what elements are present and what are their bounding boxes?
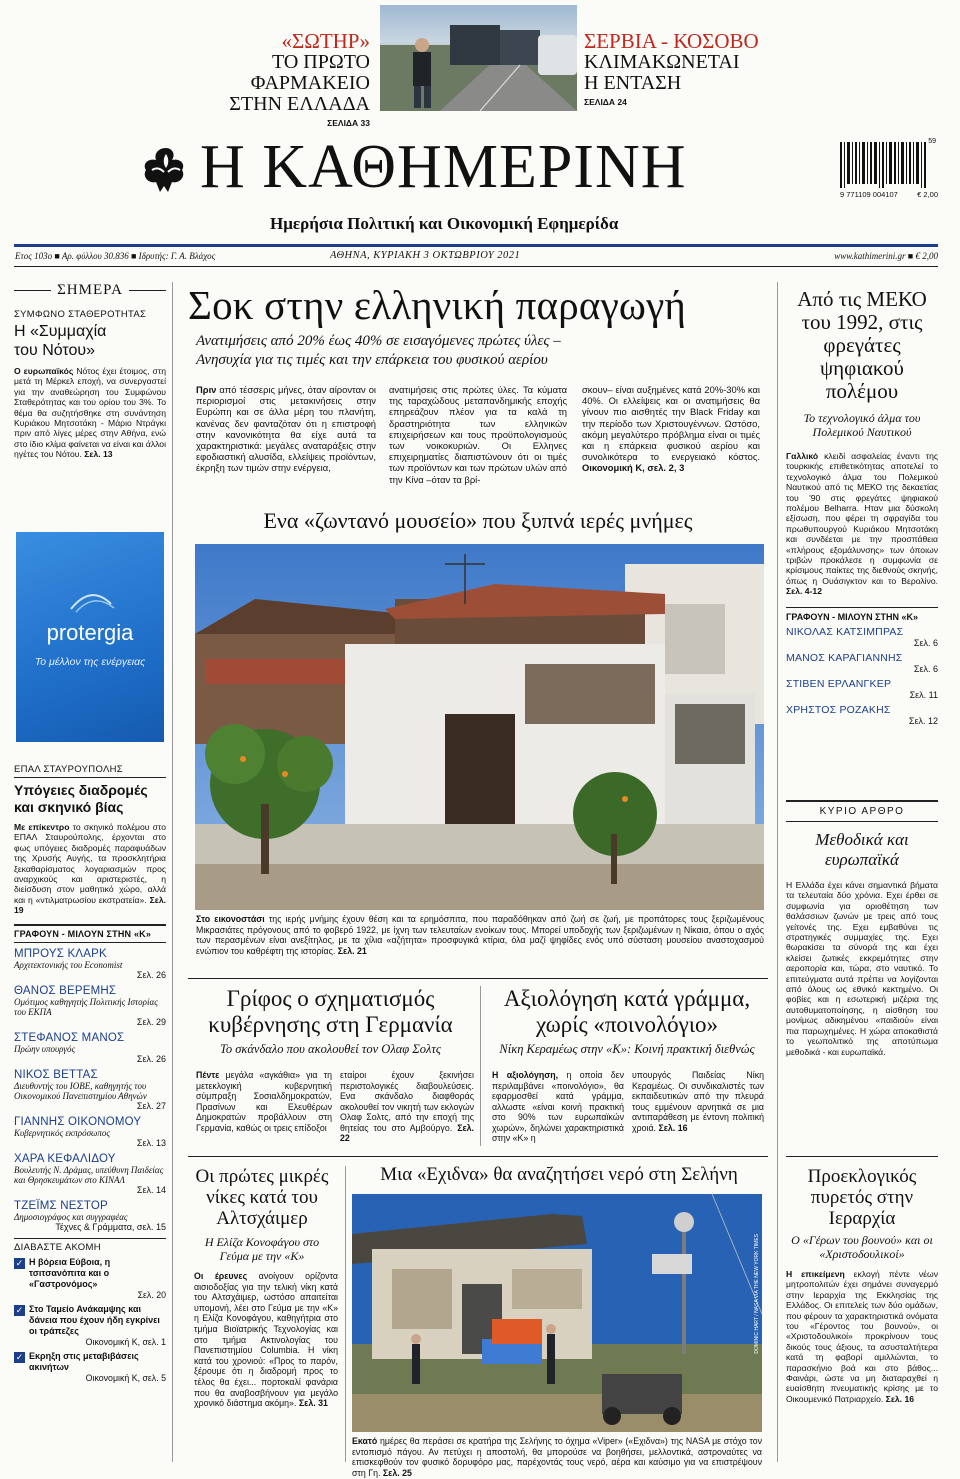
teaser-right-line1: ΚΛΙΜΑΚΩΝΕΤΑΙ bbox=[584, 51, 740, 73]
story2-kicker: ΕΠΑΛ ΣΤΑΥΡΟΥΠΟΛΗΣ bbox=[14, 764, 123, 775]
left-writer-item[interactable] bbox=[14, 1032, 166, 1064]
right-writers-list bbox=[786, 626, 938, 726]
lower-rule bbox=[188, 1156, 768, 1157]
writer-name: ΘΑΝΟΣ ΒΕΡΕΜΗΣ bbox=[14, 984, 117, 997]
germany-grading-divider bbox=[480, 986, 481, 1146]
alzheimer-deck: Η Ελίζα Κονοφάγου στο Γεύμα με την «Κ» bbox=[204, 1235, 320, 1263]
alzheimer-divider bbox=[345, 1166, 346, 1462]
writer-page: Σελ. 26 bbox=[136, 969, 166, 980]
left-writer-item[interactable] bbox=[14, 985, 166, 1027]
writer-role: Αρχιτεκτονικής του Economist bbox=[14, 959, 123, 970]
germany-col-1: Πέντε μεγάλα «αγκάθια» για τη μετεκλογική κυβερνητική σύμπραξη Σοσιαλδημοκρατών, Πρασίνων και Ελευθέρων Δημοκρατών προβάλλουν στη Γερμανία, καθώς οι τρεις επίδοξοι bbox=[196, 1070, 332, 1133]
story2-title[interactable]: Υπόγειες διαδρομές και σκηνικό βίας bbox=[14, 782, 148, 815]
lead-deck-2: Ανησυχία για τις τιμές και την επάρκεια του φυσικού αερίου bbox=[196, 352, 548, 368]
editorial-headline[interactable]: Μεθοδικά και ευρωπαϊκά bbox=[815, 830, 909, 869]
teaser-left-page: ΣΕΛΙΔΑ 33 bbox=[327, 118, 370, 128]
writer-page: Σελ. 11 bbox=[909, 689, 938, 700]
teaser-right-title: ΣΕΡΒΙΑ - ΚΟΣΟΒΟ bbox=[584, 29, 759, 53]
teaser-photo-pharmacy[interactable] bbox=[380, 5, 577, 111]
moon-headline[interactable]: Μια «Εχιδνα» θα αναζητήσει νερό στη Σελήνη bbox=[380, 1164, 738, 1185]
teaser-left[interactable] bbox=[150, 30, 370, 128]
more-item-page: Οικονομική Κ, σελ. 1 bbox=[85, 1336, 166, 1347]
teaser-right[interactable] bbox=[584, 30, 814, 107]
more-item[interactable] bbox=[14, 1351, 166, 1383]
grading-deck: Νίκη Κεραμέως στην «Κ»: Κοινή πρακτική διεθνώς bbox=[499, 1042, 755, 1056]
writer-role: Πρώην υπουργός bbox=[14, 1043, 76, 1054]
barcode bbox=[840, 138, 938, 208]
barcode-number: 9 771109 004107 bbox=[840, 190, 898, 199]
protergia-ad[interactable] bbox=[16, 532, 164, 742]
today-label: ΣΗΜΕΡΑ bbox=[14, 282, 166, 299]
left-writers-header: ΓΡΑΦΟΥΝ - ΜΙΛΟΥΝ ΣΤΗΝ «Κ» bbox=[14, 928, 152, 939]
teaser-left-line1: ΤΟ ΠΡΩΤΟ ΦΑΡΜΑΚΕΙΟ bbox=[250, 51, 370, 94]
lead-col-2: ανατιμήσεις στις πρώτες ύλες. Τα κύματα της ταραχώδους μεταπανδημικής εποχής επηρεάζουν πλέον για τα καλά τη δραστηριότητα των ελληνικών επιχειρήσεων και τους προϋπολογισμούς των νοικοκυριών. Οι Ελληνες επιχειρηματίες διαπιστώνουν ότι οι τιμές των προϊόντων και των πρώτων υλών από την Κίνα –όταν τα βρί- bbox=[389, 384, 567, 485]
writer-name: ΧΑΡΑ ΚΕΦΑΛΙΔΟΥ bbox=[14, 1152, 116, 1165]
teaser-right-line2: Η ΕΝΤΑΣΗ bbox=[584, 72, 682, 94]
right-writers-header: ΓΡΑΦΟΥΝ - ΜΙΛΟΥΝ ΣΤΗΝ «Κ» bbox=[786, 611, 919, 622]
dateline-left: Ετος 103ο ■ Αρ. φύλλου 30.836 ■ Ιδρυτής: Γ. Α. Βλάχος bbox=[15, 251, 216, 261]
lead-headline[interactable]: Σοκ στην ελληνική παραγωγή bbox=[188, 282, 687, 328]
writer-name: ΓΙΑΝΝΗΣ ΟΙΚΟΝΟΜΟΥ bbox=[14, 1115, 142, 1128]
more-item[interactable] bbox=[14, 1304, 166, 1347]
more-header: ΔΙΑΒΑΣΤΕ ΑΚΟΜΗ bbox=[14, 1241, 101, 1253]
story1-kicker: ΣΥΜΦΩΝΟ ΣΤΑΘΕΡΟΤΗΤΑΣ bbox=[14, 309, 147, 320]
dateline-rule-top bbox=[14, 244, 938, 247]
ad-wave-icon bbox=[66, 584, 116, 614]
alzheimer-headline[interactable]: Οι πρώτες μικρές νίκες κατά του Αλτσχάιμερ bbox=[195, 1166, 329, 1229]
editorial-kicker: ΚΥΡΙΟ ΑΡΘΡΟ bbox=[819, 806, 905, 817]
germany-col-2: εταίροι έχουν ξεκινήσει περιστολογικές διαβουλεύσεις. Ενα σκάνδαλο διαφθοράς ακολουθεί τον νικητή των εκλογών Ολαφ Σολτς, από την εποχή της θητείας του στο Αμβούργο. Σελ. 22 bbox=[340, 1070, 474, 1143]
masthead-logo-icon bbox=[136, 140, 196, 200]
story2-body: Με επίκεντρο το σκηνικό πολέμου στο ΕΠΑΛ Σταυρούπολης, έρχονται στο φως υπόγειες διαδρομές παραφυάδων της Χρυσής Αυγής, τα προσκλητήρια ξεκαθαρίσματος λογαριασμών προς αναρχικούς και αριστεριστές, η διείσδυση στον μαθητικό χώρο, αλλά και η «ντιλματρωσίου εκστρατεία». Σελ. 19 bbox=[14, 822, 166, 916]
editorial bbox=[786, 800, 938, 1135]
lead-col-1: Πριν από τέσσερις μήνες, όταν αίρονταν οι περιορισμοί στις μετακινήσεις στην Ευρώπη και σε άλλα μέρη του πλανήτη, κανένας δεν φανταζόταν ότι η επιστροφή στην κανονικότητα θα είχε αυτά τα χαρακτηριστικά: μεγάλες αναταράξεις στην εφοδιαστική αλυσίδα, ελλείψεις προϊόντων, έκρηξη των τιμών στην ενέργεια, bbox=[196, 384, 376, 474]
dateline-right[interactable]: www.kathimerini.gr ■ € 2,00 bbox=[834, 251, 938, 261]
moon-caption: Εκατό ημέρες θα περάσει σε κρατήρα της Σελήνης το όχημα «Viper» («Εχιδνα») της NASA με στόχο τον εντοπισμό πάγου. Αν πετύχει η αποστολή, θα μπορούσε να βοηθήσει, μελλοντικά, αστροναύτες να επισκεφθούν τον φυσικό δορυφόρο μας, παρέχοντάς τους νερό, αέρα και καύσιμο για να επιστρέψουν στη Γη. Σελ. 25 bbox=[352, 1436, 762, 1478]
grading-story bbox=[487, 986, 767, 1057]
story1-body: Ο ευρωπαϊκός Νότος έχει έτοιμος, στη μετά τη Μέρκελ εποχή, να συνεργαστεί για την αναθεώρηση του Συμφώνου Σταθερότητας και του ορίου του 3%. Το θέμα θα συζητήσθηκε στη συνάντηση Κυριάκου Μητσοτάκη - Μάριο Ντράγκι πριν από λίγες μέρες στην Αθήνα, ενώ στο ίδιο κλίμα φαίνεται να είναι και άλλοι ηγέτες του Νότου. Σελ. 13 bbox=[14, 366, 166, 460]
hierarchy-body: Η επικείμενη εκλογή πέντε νέων μητροπολιτών έχει σημάνει συναγερμό στην Ιεραρχία της Εκκλησίας της Ελλάδος. Οι επιτελείς των δύο ομάδων, που φέρουν τα χαρακτηριστικά ονόματα του «Γέροντος του βουνού», οι «Χριστοδουλικοί» προκρίνουν τους δικούς τους άξιους, τα ασυσταλτήτερα κατά τη φαβορί αμιλλώνται, το παρασκήνιο βοά και στο βάθος... Φαινάρι, ώστε να μη διαταραχθεί η ευαίσθητη πνευματικής κρίσης με το Οικουμενικό Πατριαρχείο. Σελ. 16 bbox=[786, 1269, 938, 1404]
writer-name: ΜΠΡΟΥΣ ΚΛΑΡΚ bbox=[14, 947, 107, 960]
hierarchy-headline[interactable]: Προεκλογικός πυρετός στην Ιεραρχία bbox=[807, 1166, 917, 1229]
writer-page: Σελ. 6 bbox=[913, 637, 938, 648]
museum-headline[interactable]: Ενα «ζωντανό μουσείο» που ξυπνά ιερές μνήμες bbox=[263, 508, 693, 533]
left-column-2 bbox=[14, 764, 166, 1387]
museum-caption: Στο εικονοστάσι της ιερής μνήμης έχουν θέση και τα ερημόσπιτα, που παραδόθηκαν από ζωή σε ζωή, με προπάτορες τους ξεριζωμένους Μικρασιάτες πρόγονους από το φοβερό 1922, με ίχνη των τελευταίων ενοίκων τους. Μπορεί υποδοχής των ξεριζωμένων η Νίκαια, όπου ο αχός των περασμένων είναι ανεξίτηλος, με τα χίλια «αζήτητα» προσφυγικά κτίρια, όλα μαζί ψηφίδες ενός υπό σύσταση μουσείου αναστοχασμού ενώπιον του καθρέφτη της ιστορίας. Σελ. 21 bbox=[196, 914, 764, 956]
right-column bbox=[786, 288, 938, 730]
writer-role: Διευθυντής του ΙΟΒΕ, καθηγητής του Οικονομικού Πανεπιστημίου Αθηνών bbox=[14, 1080, 147, 1101]
alzheimer-body: Οι έρευνες ανοίγουν ορίζοντα αισιοδοξίας για την τελική νίκη κατά του Αλτσχάιμερ, ωστόσο απαιτείται υπομονή, λέει στο Γεύμα με την «Κ» η Ελίζα Κονοφάγου, καθηγήτρια στο τμήμα Βιοϊατρικής Τεχνολογίας και στο τμήμα Ακτινολογίας του Πανεπιστημίου Columbia. Η νίκη κατά του χρονιού: «Προς το παρόν, ξέρουμε ότι η διαδρομή προς το τέλος θα έχει... πορτοκαλί φανάρια που θα αναβοσβήνουν για μεγάλο χρονικό διάστημα ακόμη». Σελ. 31 bbox=[194, 1271, 338, 1409]
more-item-text: Η βόρεια Εύβοια, η τσιτσανόπιτα και ο «Γαστρονόμος» bbox=[29, 1256, 111, 1289]
teaser-left-line2: ΣΤΗΝ ΕΛΛΑΔΑ bbox=[229, 93, 370, 115]
more-item[interactable] bbox=[14, 1257, 166, 1300]
ad-slogan: Το μέλλον της ενέργειας bbox=[34, 656, 146, 668]
left-writer-item[interactable] bbox=[14, 948, 166, 980]
grading-col-2: υπουργός Παιδείας Νίκη Κεραμέως. Οι συνδικαλιστές των εκπαιδευτικών από την πλευρά τους εμμένουν αρνητικά σε μια αντιπαράθεση με έντονη πολιτική χροιά. Σελ. 16 bbox=[632, 1070, 764, 1133]
dateline-rule-bottom bbox=[14, 266, 938, 267]
writer-page: Σελ. 29 bbox=[136, 1016, 166, 1027]
barcode-bars bbox=[840, 142, 926, 188]
right-lower-rule bbox=[786, 1156, 938, 1157]
writer-page: Σελ. 26 bbox=[136, 1053, 166, 1064]
left-writer-item[interactable] bbox=[14, 1200, 166, 1232]
writer-name: ΝΙΚΟΛΑΣ ΚΑΤΣΙΜΠΡΑΣ bbox=[786, 625, 904, 638]
checkmark-icon: ✓ bbox=[15, 1257, 24, 1268]
grading-col-1: Η αξιολόγηση, η οποία δεν περιλαμβάνει «ποινολόγιο», θα εφαρμοσθεί κατά γράμμα, αλλωστε «είναι κοινή πρακτική στο 90% των ευρωπαϊκών χωρών», δηλώνει χαρακτηριστικά στην «Κ» η bbox=[492, 1070, 624, 1143]
writer-role: Βουλευτής Ν. Δράμας, υπεύθυνη Παιδείας και Θρησκευμάτων στο ΚΙΝΑΛ bbox=[14, 1164, 164, 1185]
left-column-divider bbox=[172, 282, 173, 1462]
writer-page: Σελ. 6 bbox=[913, 663, 938, 674]
right-writer-item[interactable] bbox=[786, 652, 938, 674]
germany-headline[interactable]: Γρίφος ο σχηματισμός κυβέρνησης στη Γερμανία bbox=[208, 986, 453, 1037]
left-writer-item[interactable] bbox=[14, 1153, 166, 1195]
barcode-price: € 2,00 bbox=[917, 190, 938, 199]
more-item-page: Σελ. 20 bbox=[137, 1289, 166, 1300]
more-item-text: Εκρηξη στις μεταβιβάσεις ακινήτων bbox=[29, 1350, 139, 1372]
right-column-divider bbox=[777, 282, 778, 1462]
germany-deck: Το σκάνδαλο που ακολουθεί τον Ολαφ Σολτς bbox=[220, 1042, 441, 1056]
left-writer-item[interactable] bbox=[14, 1116, 166, 1148]
moon-photo-drawing bbox=[352, 1194, 762, 1432]
left-writer-item[interactable] bbox=[14, 1069, 166, 1111]
lead-col-3: σκουν– είναι αυξημένες κατά 20%-30% και 40%. Οι ελλείψεις και οι ανατιμήσεις θα γίνουν πιο αισθητές την Black Friday και την περίοδο των Χριστουγέννων. Ωστόσο, ακόμη μεγαλύτερο πρόβλημα είναι οι τιμές και η επάρκεια φυσικού αερίου και συνολικότερα το ενεργειακό κόστος. Οικονομική Κ, σελ. 2, 3 bbox=[582, 384, 760, 474]
barcode-issue: 59 bbox=[928, 138, 936, 145]
lead-story bbox=[188, 282, 768, 370]
dateline-center: ΑΘΗΝΑ, ΚΥΡΙΑΚΗ 3 ΟΚΤΩΒΡΙΟΥ 2021 bbox=[330, 250, 521, 261]
meko-headline[interactable]: Από τις ΜΕΚΟ του 1992, στις φρεγάτες ψηφιακού πολέμου bbox=[797, 287, 927, 403]
right-writer-item[interactable] bbox=[786, 626, 938, 648]
writer-name: ΧΡΗΣΤΟΣ ΡΟΖΑΚΗΣ bbox=[786, 703, 891, 716]
grading-headline[interactable]: Αξιολόγηση κατά γράμμα, χωρίς «ποινολόγιο» bbox=[503, 986, 751, 1037]
more-item-text: Στο Ταμείο Ανάκαμψης και δάνεια που έχουν ήδη εγκρίνει οι τράπεζες bbox=[29, 1303, 160, 1336]
right-writer-item[interactable] bbox=[786, 704, 938, 726]
moon-photo[interactable] bbox=[352, 1194, 762, 1432]
writer-role: Δημοσιογράφος και συγγραφέας bbox=[14, 1211, 128, 1222]
writer-page: Σελ. 27 bbox=[136, 1100, 166, 1111]
meko-body: Γαλλικό κλειδί ασφαλείας έναντι της τουρκικής επιθετικότητας αποτελεί το τεχνολογικό άλμα του Πολεμικού Ναυτικού από τις ΜΕΚΟ της δεκαετίας του '90 στις φρεγάτες ψηφιακού πολέμου Belharra. Ηταν μια δύσκολη εξίσωση, που φέρει τη σφραγίδα του πρωθυπουργού Κυριάκου Μητσοτάκη και συνδέεται με την προσπάθεια «πλήρους εξομάλυνσης» των όποιων τριβών προκάλεσε η συμφωνία σε κρίσιμους παίκτες της διεθνούς σκηνής, όπως η Ουάσιγκτον και το Βερολίνο. Σελ. 4-12 bbox=[786, 451, 938, 597]
writer-name: ΜΑΝΟΣ ΚΑΡΑΓΙΑΝΝΗΣ bbox=[786, 651, 903, 664]
ad-brand: protergia bbox=[46, 620, 134, 645]
story1-title[interactable]: Η «Συμμαχία του Νότου» bbox=[14, 323, 107, 359]
more-list bbox=[14, 1257, 166, 1383]
hierarchy-story bbox=[786, 1166, 938, 1459]
writer-page: Σελ. 12 bbox=[908, 715, 938, 726]
lead-deck-1: Ανατιμήσεις από 20% έως 40% σε εισαγόμενες πρώτες ύλες – bbox=[196, 333, 561, 349]
teaser-left-title: «ΣΩΤΗΡ» bbox=[281, 29, 370, 53]
writer-name: ΤΖΕΪΜΣ ΝΕΣΤΟΡ bbox=[14, 1199, 108, 1212]
mid-rule bbox=[188, 978, 768, 979]
writer-page: Σελ. 13 bbox=[136, 1137, 166, 1148]
more-item-page: Οικονομική Κ, σελ. 5 bbox=[85, 1372, 166, 1383]
checkmark-icon: ✓ bbox=[15, 1351, 24, 1362]
left-writers-list bbox=[14, 948, 166, 1232]
germany-story bbox=[188, 986, 473, 1057]
writer-name: ΣΤΙΒΕΝ ΕΡΛΑΝΓΚΕΡ bbox=[786, 677, 892, 690]
writer-role: Ομότιμος καθηγητής Πολιτικής Ιστορίας του ΕΚΠΑ bbox=[14, 996, 158, 1017]
masthead-title[interactable]: Η ΚΑΘΗΜΕΡΙΝΗ bbox=[200, 133, 687, 201]
alzheimer-story bbox=[186, 1166, 338, 1471]
writer-page: Τέχνες & Γράμματα, σελ. 15 bbox=[55, 1221, 166, 1232]
teaser-photo-drawing bbox=[380, 5, 577, 111]
moon-photo-credit: DOMINIC HART / NASA VIA THE NEW YORK TIMES bbox=[754, 1234, 760, 1354]
checkmark-icon: ✓ bbox=[15, 1304, 24, 1315]
editorial-body: Η Ελλάδα έχει κάνει σημαντικά βήματα τα τελευταία δύο χρόνια. Εχει έρθει σε συμφωνία για οριοθέτηση των θαλάσσιων ζωνών με τρεις από τους γείτονές της. Εχει εμβαθύνει τις στρατηγικές συμμαχίες της. Εχει θωρακίσει τα σύνορά της και έχει κλείσει ζωτικές εκκρεμότητες στην αεροπορία και, τώρα, στο ναυτικό. Το επιτεύγματα αυτά πρέπει να λογίζονται από όλους ως εθνικό κεκτημένο. Οι φοβίες και η εσωτερική μιζέρια της αυτοθυματοποίησης, η αίσθηση του μονίμως αδικημένου «παιδιού» είναι πια παρωχημένες. Η χώρα αποκαθιστά το γεωπολιτικό της αποτύπωμα μεθοδικά - και ευρωπαϊκά. bbox=[786, 880, 938, 1057]
writer-name: ΣΤΕΦΑΝΟΣ ΜΑΝΟΣ bbox=[14, 1031, 125, 1044]
teaser-right-page: ΣΕΛΙΔΑ 24 bbox=[584, 97, 627, 107]
writer-page: Σελ. 14 bbox=[136, 1184, 166, 1195]
writer-name: ΝΙΚΟΣ ΒΕΤΤΑΣ bbox=[14, 1068, 98, 1081]
hierarchy-deck: Ο «Γέρων του βουνού» και οι «Χριστοδουλικοί» bbox=[791, 1233, 933, 1261]
museum-photo-drawing bbox=[195, 544, 764, 910]
masthead-subtitle: Ημερήσια Πολιτική και Οικονομική Εφημερίδα bbox=[270, 214, 619, 233]
writer-role: Κυβερνητικός εκπρόσωπος bbox=[14, 1127, 111, 1138]
left-column bbox=[14, 282, 166, 460]
museum-photo[interactable] bbox=[195, 544, 764, 910]
meko-deck: Το τεχνολογικό άλμα του Πολεμικού Ναυτικού bbox=[803, 411, 921, 439]
right-writer-item[interactable] bbox=[786, 678, 938, 700]
